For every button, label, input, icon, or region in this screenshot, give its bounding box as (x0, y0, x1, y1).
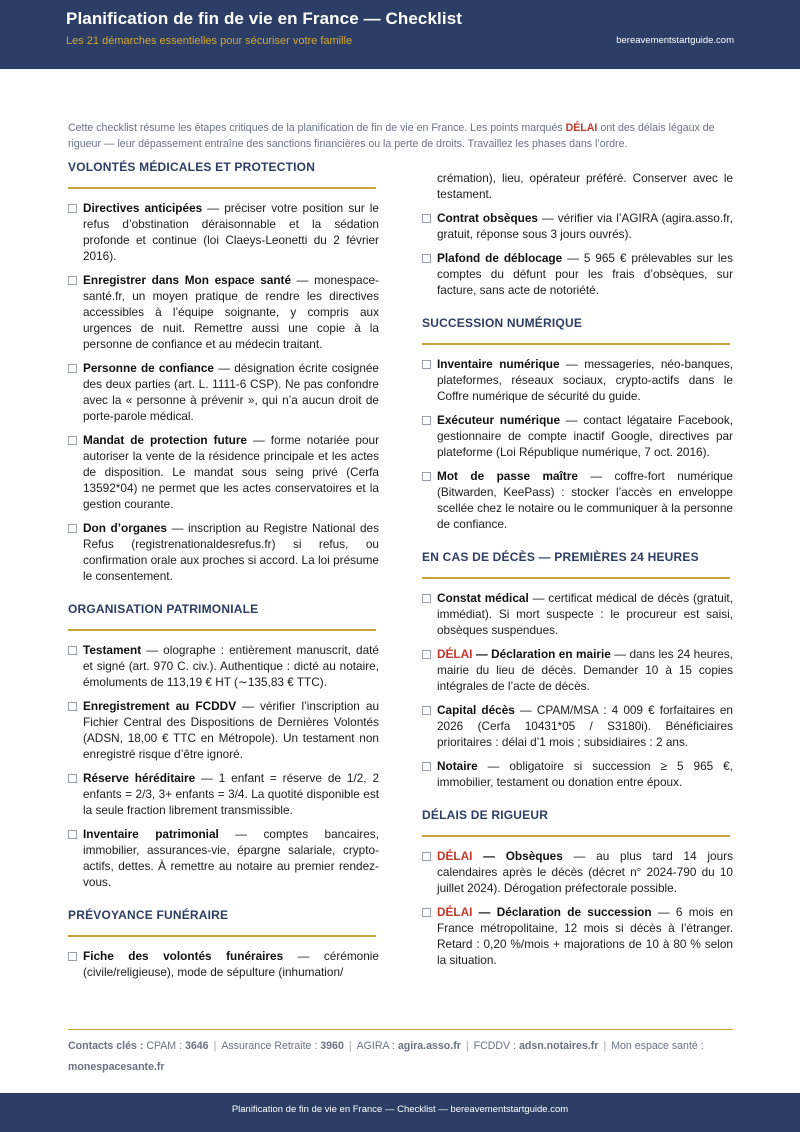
checkbox[interactable] (68, 830, 77, 839)
section-title: EN CAS DE DÉCÈS — PREMIÈRES 24 HEURES (422, 550, 699, 564)
contact-value: monespacesante.fr (68, 1061, 165, 1073)
separator: | (213, 1040, 217, 1052)
item-title: Personne de confiance (83, 361, 214, 375)
checkbox[interactable] (422, 706, 431, 715)
intro-delai-marker: DÉLAI (565, 122, 598, 134)
section-rule (422, 343, 730, 345)
checkbox[interactable] (68, 774, 77, 783)
checklist-item (68, 200, 379, 264)
checklist-item (68, 432, 379, 512)
item-description: — inscription au Registre National des Refus (registrenationaldesrefus.fr) si refus, ou confirmation orale aux proches si accord. La loi présume le consentement. (83, 521, 379, 583)
checkbox[interactable] (422, 214, 431, 223)
separator: | (603, 1040, 607, 1052)
section-rule (68, 187, 376, 189)
page-footer (0, 1093, 800, 1132)
item-description: — forme notariée pour autoriser la vente de la résidence principale et les actes de disposition. Le mandat sous seing privé (Cerfa 13592*04) ne permet que les actes conservatoires et la gestion courante. (83, 433, 379, 511)
item-title: Inventaire numérique (437, 357, 560, 371)
checklist-item (422, 758, 733, 790)
item-description: — 6 mois en France métropolitaine, 12 mois si décès à l’étranger. Retard : 0,20 %/mois + majorations de 10 à 80 % selon la situation. (437, 905, 733, 967)
delai-marker: DÉLAI (437, 905, 473, 919)
contact-value: 3960 (320, 1040, 344, 1052)
checklist-item (422, 356, 733, 404)
page-subtitle: Les 21 démarches essentielles pour sécuriser votre famille (66, 35, 353, 47)
checkbox[interactable] (68, 436, 77, 445)
checklist-item (422, 848, 733, 896)
continued-item-text: crémation), lieu, opérateur préféré. Conserver avec le testament. (437, 171, 733, 201)
right-column (422, 160, 733, 976)
section-title: SUCCESSION NUMÉRIQUE (422, 316, 583, 330)
item-description: — obligatoire si succession ≥ 5 965 €, immobilier, testament ou donation entre époux. (437, 759, 733, 789)
item-description: — certificat médical de décès (gratuit, immédiat). Si mort suspecte : le procureur est saisi, obsèques suspendues. (437, 591, 733, 637)
section-rule (422, 577, 730, 579)
checkbox[interactable] (422, 852, 431, 861)
section-rule (68, 629, 376, 631)
contacts-label: Contacts clés : (68, 1040, 144, 1052)
page-title: Planification de fin de vie en France — Checklist (66, 9, 463, 28)
checkbox[interactable] (68, 702, 77, 711)
delai-marker: DÉLAI (437, 849, 473, 863)
checklist-item (422, 468, 733, 532)
section-title: VOLONTÉS MÉDICALES ET PROTECTION (68, 160, 316, 174)
checkbox[interactable] (422, 254, 431, 263)
contact-value: adsn.notaires.fr (518, 1040, 599, 1052)
intro-text-after: ont des délais légaux de rigueur — leur dépassement entraîne des sanctions financières ou la perte de droits. Travaillez les phases dans l’ordre. (68, 122, 715, 150)
header-site: bereavementstartguide.com (616, 35, 734, 46)
contact-name: Assurance Retraite : (221, 1040, 318, 1052)
item-title: Enregistrement au FCDDV (83, 699, 237, 713)
contact-value: agira.asso.fr (397, 1040, 461, 1052)
checkbox[interactable] (422, 594, 431, 603)
checklist-item (422, 210, 733, 242)
checklist-item (68, 948, 379, 980)
checklist-item (422, 646, 733, 694)
item-description: — vérifier l’inscription au Fichier Central des Dispositions de Dernières Volontés (ADSN, 18,00 € TTC en Métropole). Un testament non enregistré risque d’être ignoré. (83, 699, 380, 761)
item-description: — dans les 24 heures, mairie du lieu de décès. Demander 10 à 15 copies intégrales de l’acte de décès. (437, 647, 733, 693)
item-description: — 5 965 € prélevables sur les comptes du défunt pour les frais d’obsèques, sur facture, sans acte de notoriété. (437, 251, 733, 297)
checkbox[interactable] (422, 360, 431, 369)
item-description: — monespace-santé.fr, un moyen pratique de rendre les directives accessibles à l’équipe soignante, y compris aux urgences de nuit. Remettre aussi une copie à la personne de confiance et au médecin traitant. (83, 273, 379, 351)
left-column (68, 160, 379, 988)
section-title: DÉLAIS DE RIGUEUR (422, 808, 549, 822)
checklist-item (68, 642, 379, 690)
checkbox[interactable] (68, 276, 77, 285)
checkbox[interactable] (68, 952, 77, 961)
item-title: Inventaire patrimonial (83, 827, 219, 841)
separator: | (465, 1040, 469, 1052)
item-title: Contrat obsèques (437, 211, 538, 225)
item-description: — cérémonie (civile/religieuse), mode de sépulture (inhumation/ (83, 949, 379, 979)
checklist-item (422, 412, 733, 460)
item-title: Mot de passe maître (437, 469, 578, 483)
contacts-bar (68, 1029, 733, 1078)
item-title: Exécuteur numérique (437, 413, 561, 427)
checkbox[interactable] (68, 364, 77, 373)
intro-text-before: Cette checklist résume les étapes critiques de la planification de fin de vie en France. Les points marqués (68, 122, 566, 134)
item-title: Notaire (437, 759, 478, 773)
item-description: — désignation écrite cosignée des deux parties (art. L. 1111-6 CSP). Ne pas confondre avec la « personne à prévenir », qui n’a aucun droit de porte-parole médical. (83, 361, 379, 423)
contact-name: AGIRA : (356, 1040, 395, 1052)
item-description: — vérifier via l’AGIRA (agira.asso.fr, gratuit, réponse sous 3 jours ouvrés). (437, 211, 733, 241)
section-title: PRÉVOYANCE FUNÉRAIRE (68, 908, 229, 922)
checklist-item (422, 702, 733, 750)
contact-name: Mon espace santé : (611, 1040, 704, 1052)
item-title: Fiche des volontés funéraires (83, 949, 284, 963)
contact-value: 3646 (184, 1040, 209, 1052)
checklist-item (68, 770, 379, 818)
item-description: — CPAM/MSA : 4 009 € forfaitaires en 2026 (Cerfa 10431*05 / S3180i). Bénéficiaires prioritaires : délai d’1 mois ; subsidiaires : 2 ans. (437, 703, 733, 749)
item-title: Directives anticipées (83, 201, 203, 215)
item-description: — préciser votre position sur le refus d’obstination déraisonnable et la sédation profonde et continue (loi Claeys-Leonetti du 2 février 2016). (83, 201, 379, 263)
contact-name: CPAM : (146, 1040, 183, 1052)
checklist-item (422, 590, 733, 638)
item-title: Capital décès (437, 703, 515, 717)
section-rule (68, 935, 376, 937)
separator: | (348, 1040, 352, 1052)
item-title: Plafond de déblocage (437, 251, 563, 265)
intro-paragraph (68, 120, 733, 152)
item-title: Constat médical (437, 591, 529, 605)
item-description: — comptes bancaires, immobilier, assurances-vie, épargne salariale, crypto-actifs, dettes. À remettre au notaire au premier rendez-vous. (83, 827, 379, 889)
item-title: — Déclaration en mairie (472, 647, 611, 661)
checkbox[interactable] (68, 524, 77, 533)
contact-name: FCDDV : (473, 1040, 516, 1052)
item-title: Enregistrer dans Mon espace santé (83, 273, 292, 287)
item-title: Réserve héréditaire (83, 771, 196, 785)
checklist-item (68, 520, 379, 584)
item-description: — coffre-fort numérique (Bitwarden, KeePass) : stocker l’accès en enveloppe scellée chez le notaire ou le communiquer à la personne de confiance. (437, 469, 733, 531)
checklist-item (68, 360, 379, 424)
item-title: — Obsèques (472, 849, 563, 863)
item-title: Testament (83, 643, 142, 657)
delai-marker: DÉLAI (437, 647, 473, 661)
section-title: ORGANISATION PATRIMONIALE (68, 602, 259, 616)
page-header (0, 0, 800, 69)
item-title: — Déclaration de succession (472, 905, 652, 919)
item-description: — olographe : entièrement manuscrit, daté et signé (art. 970 C. civ.). Authentique : dicté au notaire, émoluments de 113,19 € HT (∼135,83 € TTC). (83, 643, 379, 689)
item-title: Don d’organes (83, 521, 167, 535)
item-title: Mandat de protection future (83, 433, 247, 447)
checkbox[interactable] (422, 416, 431, 425)
checklist-item (68, 698, 379, 762)
checklist-item (68, 272, 379, 352)
checkbox[interactable] (422, 908, 431, 917)
checkbox[interactable] (68, 204, 77, 213)
checklist-item (68, 826, 379, 890)
checklist-item (422, 904, 733, 968)
item-description: — messageries, néo-banques, plateformes, réseaux sociaux, crypto-actifs dans le Coffre numérique de sécurité du guide. (437, 357, 733, 403)
footer-text: Planification de fin de vie en France — Checklist — bereavementstartguide.com (231, 1104, 569, 1115)
checklist-item (422, 250, 733, 298)
checkbox[interactable] (422, 472, 431, 481)
item-description: — contact légataire Facebook, gestionnaire de compte inactif Google, directives par plateforme (Loi République numérique, 7 oct. 2016). (437, 413, 734, 459)
section-rule (422, 835, 730, 837)
checkbox[interactable] (422, 762, 431, 771)
item-description: — au plus tard 14 jours calendaires après le décès (décret n° 2024-790 du 10 juillet 2024). Dérogation préfectorale possible. (437, 849, 734, 895)
checkbox[interactable] (422, 650, 431, 659)
checkbox[interactable] (68, 646, 77, 655)
item-description: — 1 enfant = réserve de 1/2, 2 enfants = 2/3, 3+ enfants = 3/4. La quotité disponible est la seule fraction librement transmissible. (83, 771, 380, 817)
